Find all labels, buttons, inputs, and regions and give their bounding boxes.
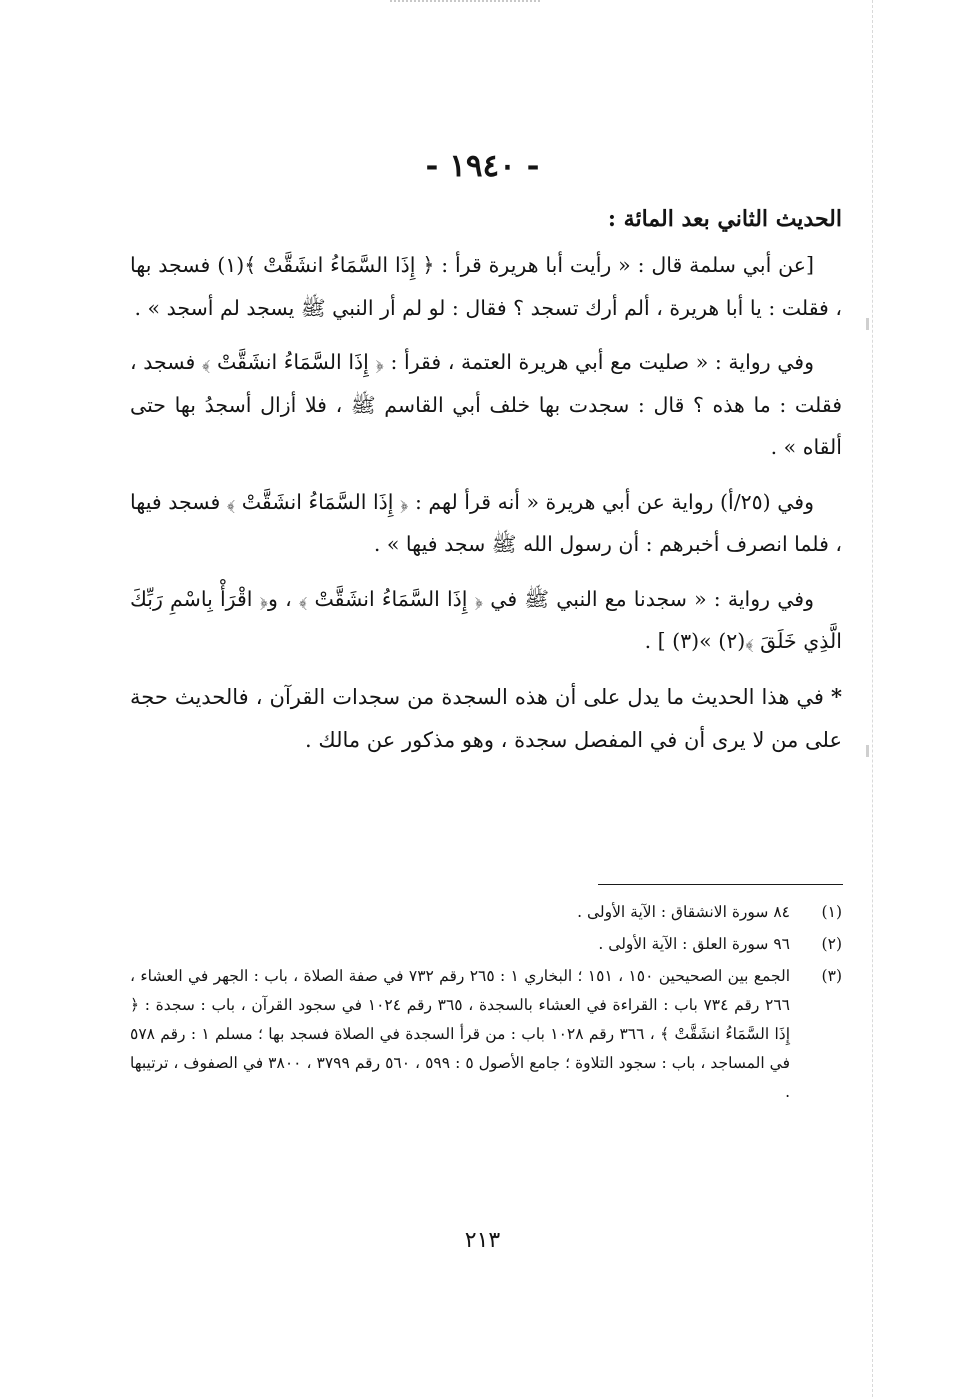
- commentary-text: في هذا الحديث ما يدل على أن هذه السجدة من سجدات القرآن ، فالحديث حجة على من لا يرى أن في المفصل سجدة ، وهو مذكور عن مالك .: [130, 684, 842, 752]
- commentary-marker: *: [831, 683, 842, 709]
- footnote-text: الجمع بين الصحيحين ١٥٠ ، ١٥١ ؛ البخاري ١ : ٢٦٥ رقم ٧٣٢ في صفة الصلاة ، باب : الجهر في العشاء ، ٢٦٦ رقم ٧٣٤ باب : القراءة في العشاء بالسجدة ، ٣٦٥ رقم ١٠٢٤ في سجود القرآن ، باب : سجدة : ﴿ إِذَا السَّمَاءُ انشَقَّتْ ﴾ ، ٣٦٦ رقم ١٠٢٨ باب : من قرأ السجدة في الصلاة فسجد بها ؛ مسلم ١ : رقم ٥٧٨ في المساجد ، باب : سجود التلاوة ؛ جامع الأصول ٥ : ٥٩٩ ، ٥٦٠ رقم ٣٧٩٩ ، ٣٨٠٠ في الصفوف ، ترتيبها .: [130, 967, 791, 1101]
- footnote-divider: [598, 884, 843, 885]
- hadith-paragraph: وفي رواية : « سجدنا مع النبي ﷺ في ﴿ إِذَا السَّمَاءُ انشَقَّتْ ﴾ ، و﴿ اقْرَأْ بِاسْمِ رَبِّكَ الَّذِي خَلَقَ ﴾(٢) »(٣) ] .: [130, 586, 842, 653]
- footnote-item: [130, 930, 842, 959]
- footnotes: [130, 898, 842, 1110]
- hadith-paragraph: [عن أبي سلمة قال : « رأيت أبا هريرة قرأ : ﴿ إِذَا السَّمَاءُ انشَقَّتْ ﴾(١) فسجد بها ، فقلت : يا أبا هريرة ، ألم أرك تسجد ؟ فقال : لو لم أر النبي ﷺ يسجد لم أسجد » .: [130, 253, 842, 320]
- footnote-text: ٨٤ سورة الانشقاق : الآية الأولى .: [577, 903, 790, 921]
- footnote-text: ٩٦ سورة العلق : الآية الأولى .: [598, 935, 790, 953]
- main-text: [130, 200, 842, 762]
- footnote-number: (٣): [821, 967, 842, 985]
- hadith-paragraph: وفي (٢٥/أ) رواية عن أبي هريرة « أنه قرأ لهم : ﴿ إِذَا السَّمَاءُ انشَقَّتْ ﴾ فسجد فيها ، فلما انصرف أخبرهم : أن رسول الله ﷺ سجد فيها » .: [130, 489, 842, 556]
- hadith-number: - ١٩٤٠ -: [425, 148, 540, 184]
- footnote-item: [130, 962, 842, 1107]
- footnote-number: (٢): [821, 935, 842, 953]
- scan-artifact-edge: [872, 0, 873, 1397]
- footnote-item: [130, 898, 842, 927]
- scan-artifact-tick: [866, 745, 869, 757]
- scan-artifact-tick: [866, 318, 869, 330]
- section-heading: الحديث الثاني بعد المائة :: [607, 206, 842, 232]
- commentary-paragraph: [130, 675, 842, 762]
- footnote-number: (١): [821, 903, 842, 921]
- page-number: ٢١٣: [464, 1228, 501, 1253]
- hadith-paragraph: وفي رواية : « صليت مع أبي هريرة العتمة ، فقرأ : ﴿ إِذَا السَّمَاءُ انشَقَّتْ ﴾ فسجد ، فقلت : ما هذه ؟ قال : سجدت بها خلف أبي القاسم ﷺ ، فلا أزال أسجدُ بها حتى ألقاه » .: [130, 350, 842, 459]
- scan-artifact-top: [390, 0, 540, 6]
